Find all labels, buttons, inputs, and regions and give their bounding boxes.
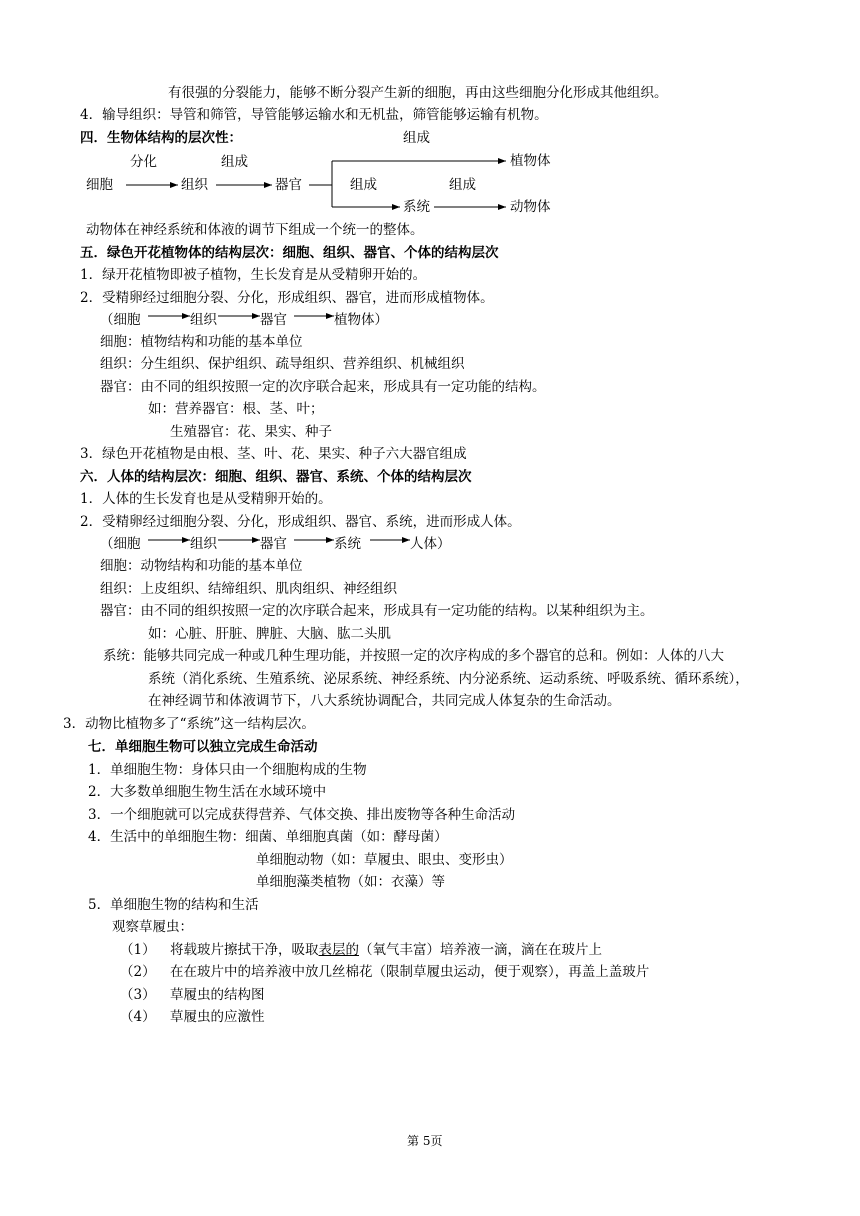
step-number: （2） (120, 964, 156, 980)
text-line: 细胞：动物结构和功能的基本单位 (100, 558, 303, 574)
step-text: 将载玻片擦拭干净，吸取表层的（氧气丰富）培养液一滴，滴在在玻片上 (170, 942, 602, 958)
chain-node: 器官 (260, 536, 287, 552)
text-line: 1．人体的生长发育也是从受精卵开始的。 (80, 491, 332, 507)
chain-node: 人体） (410, 536, 451, 552)
text-line: 器官：由不同的组织按照一定的次序联合起来，形成具有一定功能的结构。以某种组织为主。 (100, 603, 654, 619)
diagram-label: 组成 (350, 177, 377, 193)
diagram-node: 植物体 (510, 153, 551, 169)
page-number: 第 5页 (407, 1134, 443, 1148)
list-item: 5．单细胞生物的结构和生活 (88, 897, 259, 913)
chain-node: （细胞 (100, 536, 141, 552)
underlined-term: 表层的 (318, 942, 359, 958)
text-line: 器官：由不同的组织按照一定的次序联合起来，形成具有一定功能的结构。 (100, 379, 546, 395)
chain-node: 系统 (334, 536, 361, 552)
chain-node: 植物体） (334, 312, 388, 328)
text-line: 组织：分生组织、保护组织、疏导组织、营养组织、机械组织 (100, 356, 465, 372)
text-line: 在神经调节和体液调节下，八大系统协调配合，共同完成人体复杂的生命活动。 (148, 693, 621, 709)
text-line: 组织：上皮组织、结缔组织、肌肉组织、神经组织 (100, 581, 397, 597)
text-line: 动物体在神经系统和体液的调节下组成一个统一的整体。 (86, 222, 424, 238)
list-item: 1．单细胞生物：身体只由一个细胞构成的生物 (88, 762, 367, 778)
list-item: 2．大多数单细胞生物生活在水域环境中 (88, 784, 327, 800)
chain-node: 器官 (260, 312, 287, 328)
text-line: 3．动物比植物多了“系统”这一结构层次。 (63, 716, 315, 732)
step-number: （3） (120, 987, 156, 1003)
list-item: 4．生活中的单细胞生物：细菌、单细胞真菌（如：酵母菌） (88, 829, 448, 845)
step-text: 草履虫的结构图 (170, 987, 265, 1003)
diagram-node: 动物体 (510, 199, 551, 215)
text-line: 观察草履虫： (112, 919, 193, 935)
step-text: 在在玻片中的培养液中放几丝棉花（限制草履虫运动，便于观察），再盖上盖玻片 (170, 964, 650, 980)
text-line: 3．绿色开花植物是由根、茎、叶、花、果实、种子六大器官组成 (80, 446, 467, 462)
step-text: 草履虫的应激性 (170, 1009, 265, 1025)
text-line: 生殖器官：花、果实、种子 (170, 424, 332, 440)
list-item: 3．一个细胞就可以完成获得营养、气体交换、排出废物等各种生命活动 (88, 807, 516, 823)
step-number: （4） (120, 1009, 156, 1025)
text-line: 4．输导组织：导管和筛管，导管能够运输水和无机盐，筛管能够运输有机物。 (80, 107, 548, 123)
diagram-label: 组成 (449, 177, 476, 193)
step-number: （1） (120, 942, 156, 958)
text-line: 1．绿开花植物即被子植物，生长发育是从受精卵开始的。 (80, 267, 427, 283)
text-line: 单细胞动物（如：草履虫、眼虫、变形虫） (256, 852, 513, 868)
text-line: 细胞：植物结构和功能的基本单位 (100, 334, 303, 350)
diagram-label: 组成 (403, 130, 430, 146)
text-line: 系统：能够共同完成一种或几种生理功能，并按照一定的次序构成的多个器官的总和。例如：人体的八大 (103, 648, 724, 664)
section-heading: 五．绿色开花植物体的结构层次：细胞、组织、器官、个体的结构层次 (80, 245, 499, 261)
text-line: 有很强的分裂能力，能够不断分裂产生新的细胞，再由这些细胞分化形成其他组织。 (168, 85, 668, 101)
text-line: 2．受精卵经过细胞分裂、分化，形成组织、器官、系统，进而形成人体。 (80, 514, 521, 530)
diagram-label: 分化 (130, 154, 157, 170)
diagram-node: 组织 (181, 177, 208, 193)
text-line: 系统（消化系统、生殖系统、泌尿系统、神经系统、内分泌系统、运动系统、呼吸系统、循环系统）， (148, 671, 749, 687)
text-line: 如：心脏、肝脏、脾脏、大脑、肱二头肌 (148, 626, 391, 642)
text-line: 如：营养器官：根、茎、叶； (148, 401, 324, 417)
chain-node: （细胞 (100, 312, 141, 328)
chain-node: 组织 (190, 536, 217, 552)
section-heading: 六．人体的结构层次：细胞、组织、器官、系统、个体的结构层次 (80, 469, 472, 485)
section-heading: 四．生物体结构的层次性： (80, 130, 242, 146)
text-line: 2．受精卵经过细胞分裂、分化，形成组织、器官，进而形成植物体。 (80, 290, 494, 306)
section-heading: 七．单细胞生物可以独立完成生命活动 (88, 739, 318, 755)
diagram-node: 系统 (403, 199, 430, 215)
diagram-label: 组成 (221, 154, 248, 170)
diagram-node: 细胞 (86, 177, 113, 193)
diagram-node: 器官 (275, 177, 302, 193)
text-line: 单细胞藻类植物（如：衣藻）等 (256, 874, 445, 890)
chain-node: 组织 (190, 312, 217, 328)
